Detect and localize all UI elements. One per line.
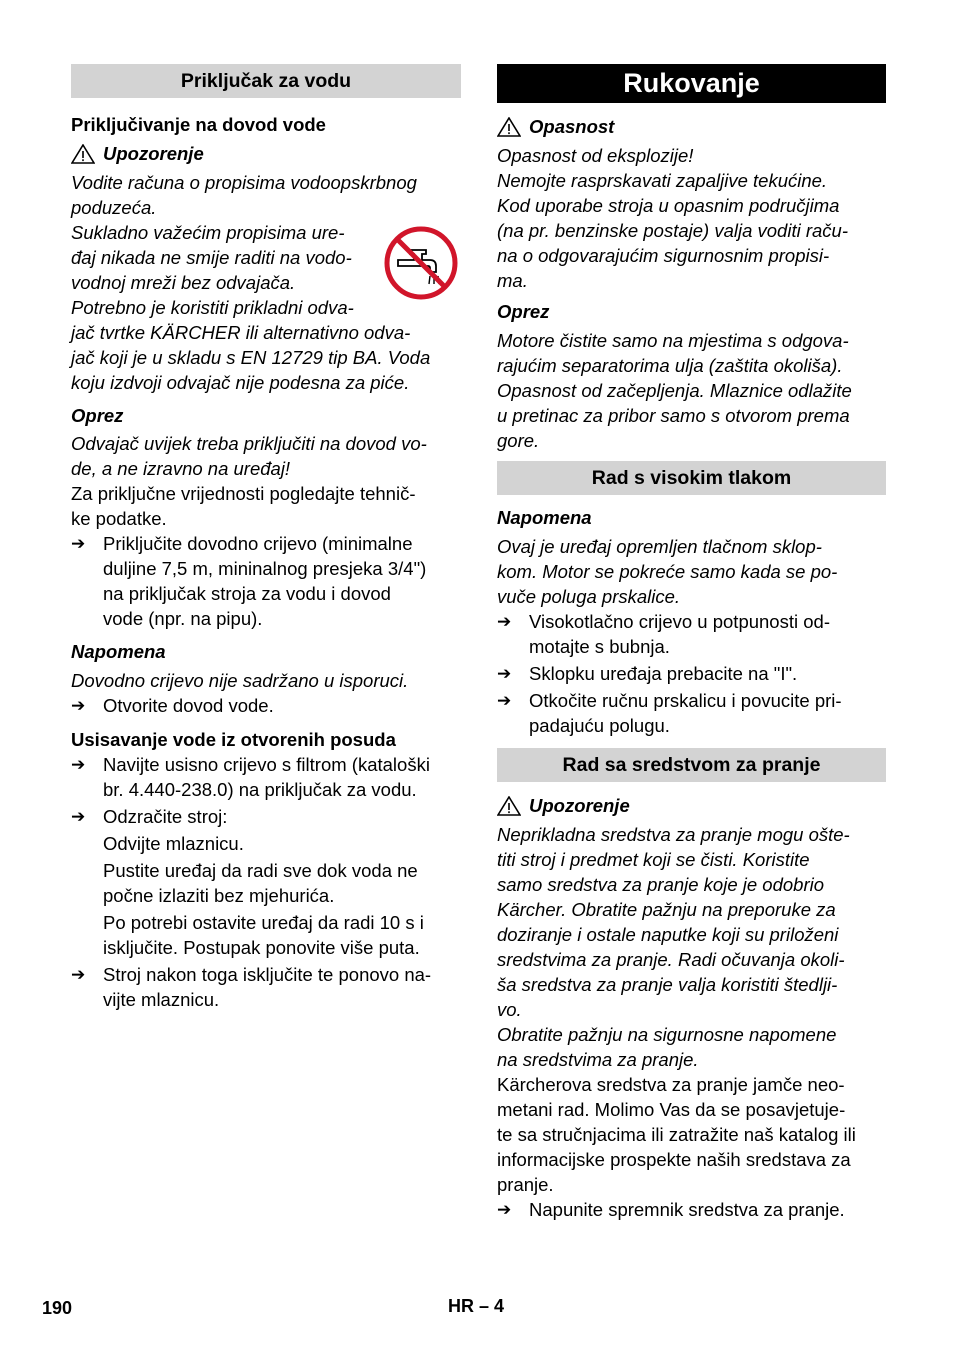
indented-line: Pustite uređaj da radi sve dok voda ne: [103, 860, 418, 881]
warning-triangle-icon: [497, 117, 521, 137]
instruction-item: [497, 1197, 886, 1222]
instruction-line: br. 4.440-238.0) na priključak za vodu.: [103, 779, 417, 800]
instruction-line: Odzračite stroj:: [103, 806, 228, 827]
subtitle-suction: Usisavanje vode iz otvorenih posuda: [71, 729, 396, 750]
note-text: Dovodno crijevo nije sadržano u isporuci.: [71, 670, 409, 691]
warning-line: koju izdvoji odvajač nije podesna za piće.: [71, 372, 410, 393]
section-title-high-pressure: Rad s visokim tlakom: [497, 461, 886, 495]
warning-triangle-icon: [71, 144, 95, 164]
arrow-right-icon: ➔: [71, 807, 86, 826]
instruction-item: [497, 661, 886, 686]
arrow-right-icon: ➔: [71, 755, 86, 774]
instruction-item: [71, 752, 461, 802]
warning-line: Potrebno je koristiti prikladni odva-: [71, 297, 354, 318]
instruction-line: Otvorite dovod vode.: [103, 695, 274, 716]
instruction-line: na priključak stroja za vodu i dovod: [103, 583, 391, 604]
warning-label: Upozorenje: [529, 795, 630, 816]
warning-line: vodnoj mreži bez odvajača.: [71, 272, 296, 293]
section-title-detergent: Rad sa sredstvom za pranje: [497, 748, 886, 782]
caution-label: Oprez: [497, 301, 550, 322]
warning-line: ša sredstva za pranje valja koristiti štedlji-: [497, 974, 838, 995]
instruction-line: Otkočite ručnu prskalicu i povucite pri-: [529, 690, 842, 711]
text-line: pranje.: [497, 1174, 554, 1195]
danger-line: (na pr. benzinske postaje) valja voditi raču-: [497, 220, 848, 241]
instruction-line: Visokotlačno crijevo u potpunosti od-: [529, 611, 830, 632]
no-drinking-water-icon: [384, 226, 458, 300]
warning-line: Kärcher. Obratite pažnju na preporuke za: [497, 899, 836, 920]
indented-line: isključite. Postupak ponovite više puta.: [103, 937, 420, 958]
warning-line: titi stroj i predmet koji se čisti. Koristite: [497, 849, 810, 870]
text-line: metani rad. Molimo Vas da se posavjetuje-: [497, 1099, 846, 1120]
danger-line: na o odgovarajućim sigurnosnim propisi-: [497, 245, 830, 266]
instruction-line: vijte mlaznicu.: [103, 989, 220, 1010]
page-number: 190: [42, 1298, 73, 1318]
instruction-item: [497, 688, 886, 738]
caution-line: gore.: [497, 430, 540, 451]
note-label: Napomena: [71, 641, 166, 662]
warning-label: Upozorenje: [103, 143, 204, 164]
instruction-line: Sklopku uređaja prebacite na "I".: [529, 663, 798, 684]
instruction-item: [71, 693, 461, 718]
indented-line: Odvijte mlaznicu.: [103, 833, 244, 854]
text-line: Za priključne vrijednosti pogledajte tehnič-: [71, 483, 416, 504]
text-line: informacijske prospekte naših sredstava za: [497, 1149, 851, 1170]
arrow-right-icon: ➔: [497, 691, 512, 710]
language-page-indicator: HR – 4: [448, 1296, 505, 1316]
caution-line: u pretinac za pribor samo s otvorom prema: [497, 405, 850, 426]
instruction-line: vode (npr. na pipu).: [103, 608, 263, 629]
note-line: vuče poluga prskalice.: [497, 586, 681, 607]
warning-line: poduzeća.: [71, 197, 157, 218]
danger-label: Opasnost: [529, 116, 615, 137]
danger-line: ma.: [497, 270, 528, 291]
section-title-water-connection: Priključak za vodu: [71, 64, 461, 98]
text-line: te sa stručnjacima ili zatražite naš katalog ili: [497, 1124, 856, 1145]
danger-line: Kod uporabe stroja u opasnim područjima: [497, 195, 840, 216]
warning-line: na sredstvima za pranje.: [497, 1049, 699, 1070]
instruction-item: [71, 804, 461, 829]
instruction-item: [71, 962, 461, 1012]
caution-line: Opasnost od začepljenja. Mlaznice odlažite: [497, 380, 852, 401]
arrow-right-icon: ➔: [71, 696, 86, 715]
note-line: kom. Motor se pokreće samo kada se po-: [497, 561, 838, 582]
instruction-line: padajuću polugu.: [529, 715, 670, 736]
main-title: Rukovanje: [497, 64, 886, 103]
instruction-item: [497, 609, 886, 659]
arrow-right-icon: ➔: [497, 1200, 512, 1219]
indented-line: počne izlaziti bez mjehurića.: [103, 885, 335, 906]
warning-triangle-icon: [497, 796, 521, 816]
caution-label: Oprez: [71, 405, 124, 426]
warning-line: Vodite računa o propisima vodoopskrbnog: [71, 172, 417, 193]
right-column: [497, 64, 886, 1222]
caution-line: rajućim separatorima ulja (zaštita okoliša).: [497, 355, 843, 376]
warning-line: Neprikladna sredstva za pranje mogu ošte-: [497, 824, 850, 845]
instruction-line: Priključite dovodno crijevo (minimalne: [103, 533, 413, 554]
text-line: ke podatke.: [71, 508, 167, 529]
danger-line: Nemojte rasprskavati zapaljive tekućine.: [497, 170, 828, 191]
caution-line: Odvajač uvijek treba priključiti na dovod vo-: [71, 433, 427, 454]
instruction-line: Napunite spremnik sredstva za pranje.: [529, 1199, 845, 1220]
caution-line: de, a ne izravno na uređaj!: [71, 458, 291, 479]
arrow-right-icon: ➔: [497, 664, 512, 683]
arrow-right-icon: ➔: [497, 612, 512, 631]
left-column: [71, 64, 461, 1012]
warning-line: jač koji je u skladu s EN 12729 tip BA. Voda: [71, 347, 431, 368]
warning-line: Sukladno važećim propisima ure-: [71, 222, 345, 243]
instruction-line: Navijte usisno crijevo s filtrom (kataloški: [103, 754, 430, 775]
warning-line: doziranje i ostale naputke koji su priloženi: [497, 924, 839, 945]
caution-line: Motore čistite samo na mjestima s odgova-: [497, 330, 849, 351]
arrow-right-icon: ➔: [71, 534, 86, 553]
instruction-line: motajte s bubnja.: [529, 636, 670, 657]
warning-line: sredstvima za pranje. Radi očuvanja okoli-: [497, 949, 845, 970]
instruction-line: duljine 7,5 m, mininalnog presjeka 3/4"): [103, 558, 427, 579]
instruction-line: Stroj nakon toga isključite te ponovo na-: [103, 964, 432, 985]
warning-line: vo.: [497, 999, 522, 1020]
subtitle-connect-supply: Priključivanje na dovod vode: [71, 114, 326, 135]
note-line: Ovaj je uređaj opremljen tlačnom sklop-: [497, 536, 822, 557]
warning-line: jač tvrtke KÄRCHER ili alternativno odva-: [71, 322, 411, 343]
warning-line: Obratite pažnju na sigurnosne napomene: [497, 1024, 837, 1045]
warning-line: samo sredstva za pranje koje je odobrio: [497, 874, 825, 895]
instruction-item: [71, 531, 461, 631]
arrow-right-icon: ➔: [71, 965, 86, 984]
indented-line: Po potrebi ostavite uređaj da radi 10 s i: [103, 912, 424, 933]
text-line: Kärcherova sredstva za pranje jamče neo-: [497, 1074, 845, 1095]
note-label: Napomena: [497, 507, 592, 528]
warning-line: đaj nikada ne smije raditi na vodo-: [71, 247, 352, 268]
danger-line: Opasnost od eksplozije!: [497, 145, 694, 166]
